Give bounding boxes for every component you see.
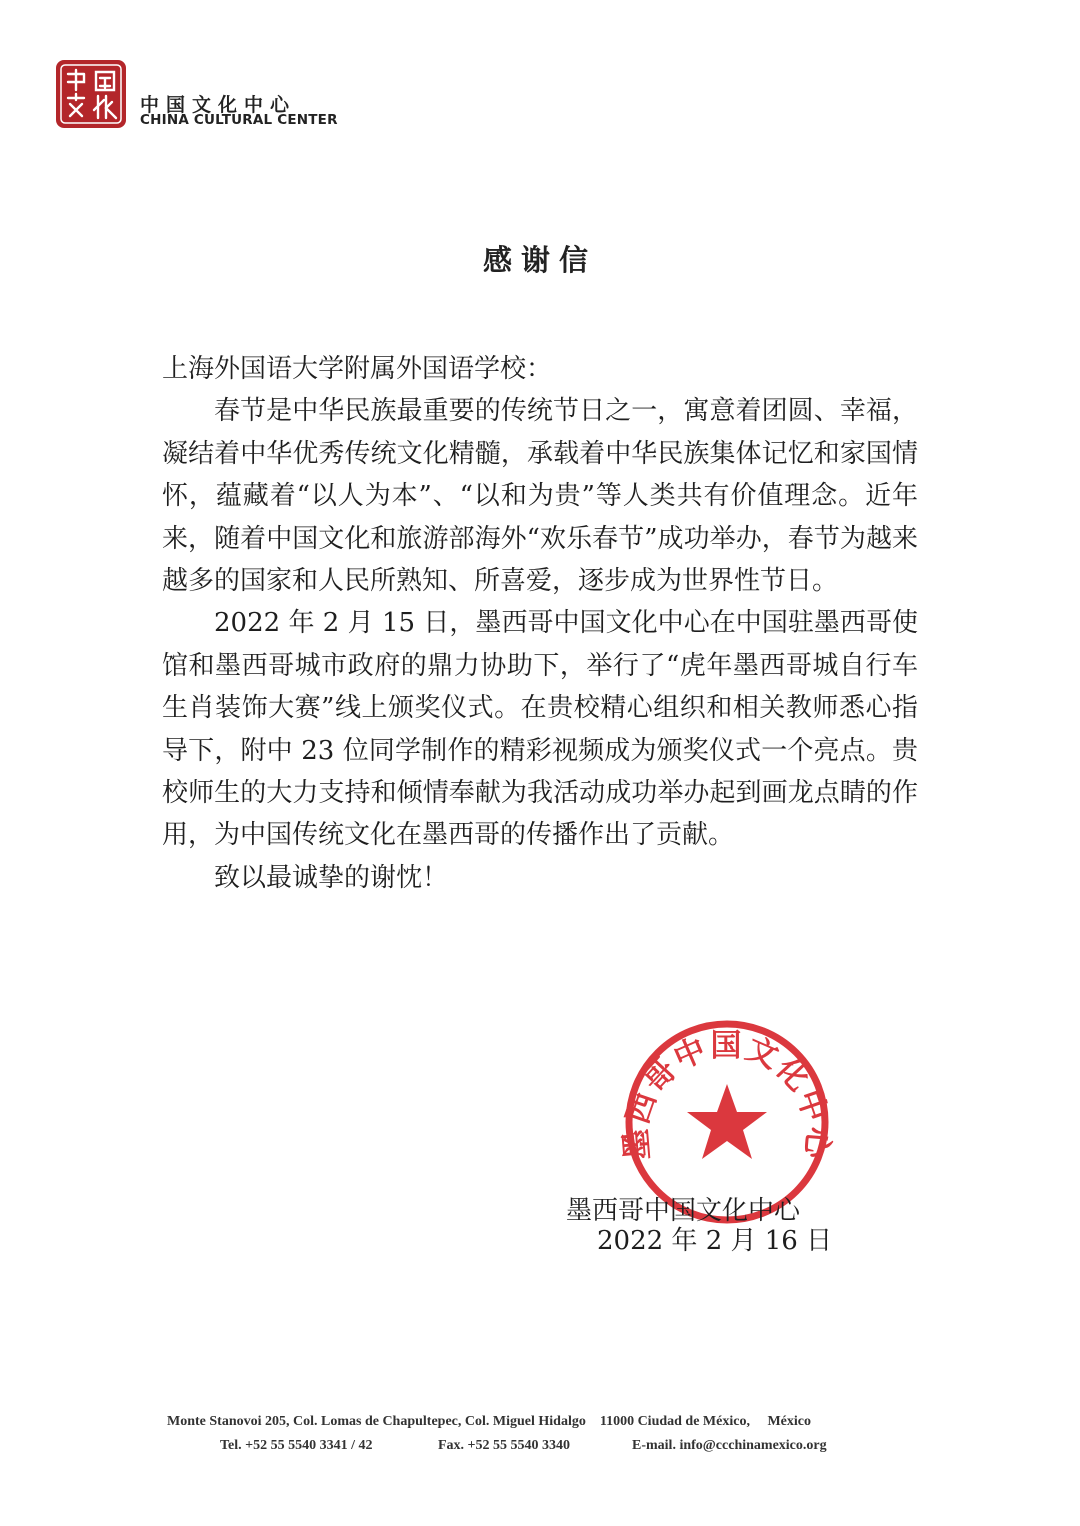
letter-title: 感谢信: [482, 243, 597, 277]
footer-address: Monte Stanovoi 205, Col. Lomas de Chapultepec, Col. Miguel Hidalgo 11000 Ciudad de México, México: [167, 1414, 811, 1429]
paragraph: 春节是中华民族最重要的传统节日之一，寓意着团圆、幸福，凝结着中华优秀传统文化精髓，承载着中华民族集体记忆和家国情怀，蕴藏着“以人为本”、“以和为贵”等人类共有价值理念。近年来，随着中国文化和旅游部海外“欢乐春节”成功举办，春节为越来越多的国家和人民所熟知、所喜爱，逐步成为世界性节日。: [162, 396, 918, 597]
china-cultural-center-logo: [56, 60, 126, 128]
closing-line: 致以最诚挚的谢忱！: [214, 862, 449, 893]
footer-telephone: Tel. +52 55 5540 3341 / 42: [220, 1438, 373, 1453]
footer-email: E-mail. info@ccchinamexico.org: [632, 1438, 827, 1453]
salutation: 上海外国语大学附属外国语学校：: [162, 354, 553, 384]
logo-name-chinese: 中国文化中心: [140, 94, 297, 116]
letter-body: [162, 348, 918, 899]
signature-date: 2022 年 2 月 16 日: [597, 1226, 833, 1256]
signature-organization: 墨西哥中国文化中心: [566, 1196, 801, 1226]
paragraph: 2022 年 2 月 15 日，墨西哥中国文化中心在中国驻墨西哥使馆和墨西哥城市政府的鼎力协助下，举行了“虎年墨西哥城自行车生肖装饰大赛”线上颁奖仪式。在贵校精心组织和相关教师悉心指导下，附中 23 位同学制作的精彩视频成为颁奖仪式一个亮点。贵校师生的大力支持和倾情奉献为我活动成功举办起到画龙点睛的作用，为中国传统文化在墨西哥的传播作出了贡献。: [162, 608, 918, 851]
logo-name-english: CHINA CULTURAL CENTER: [140, 112, 338, 128]
footer-fax: Fax. +52 55 5540 3340: [438, 1438, 571, 1453]
star-icon: [687, 1084, 767, 1159]
svg-text:墨西哥中国文化中心: 墨西哥中国文化中心: [618, 1028, 836, 1162]
